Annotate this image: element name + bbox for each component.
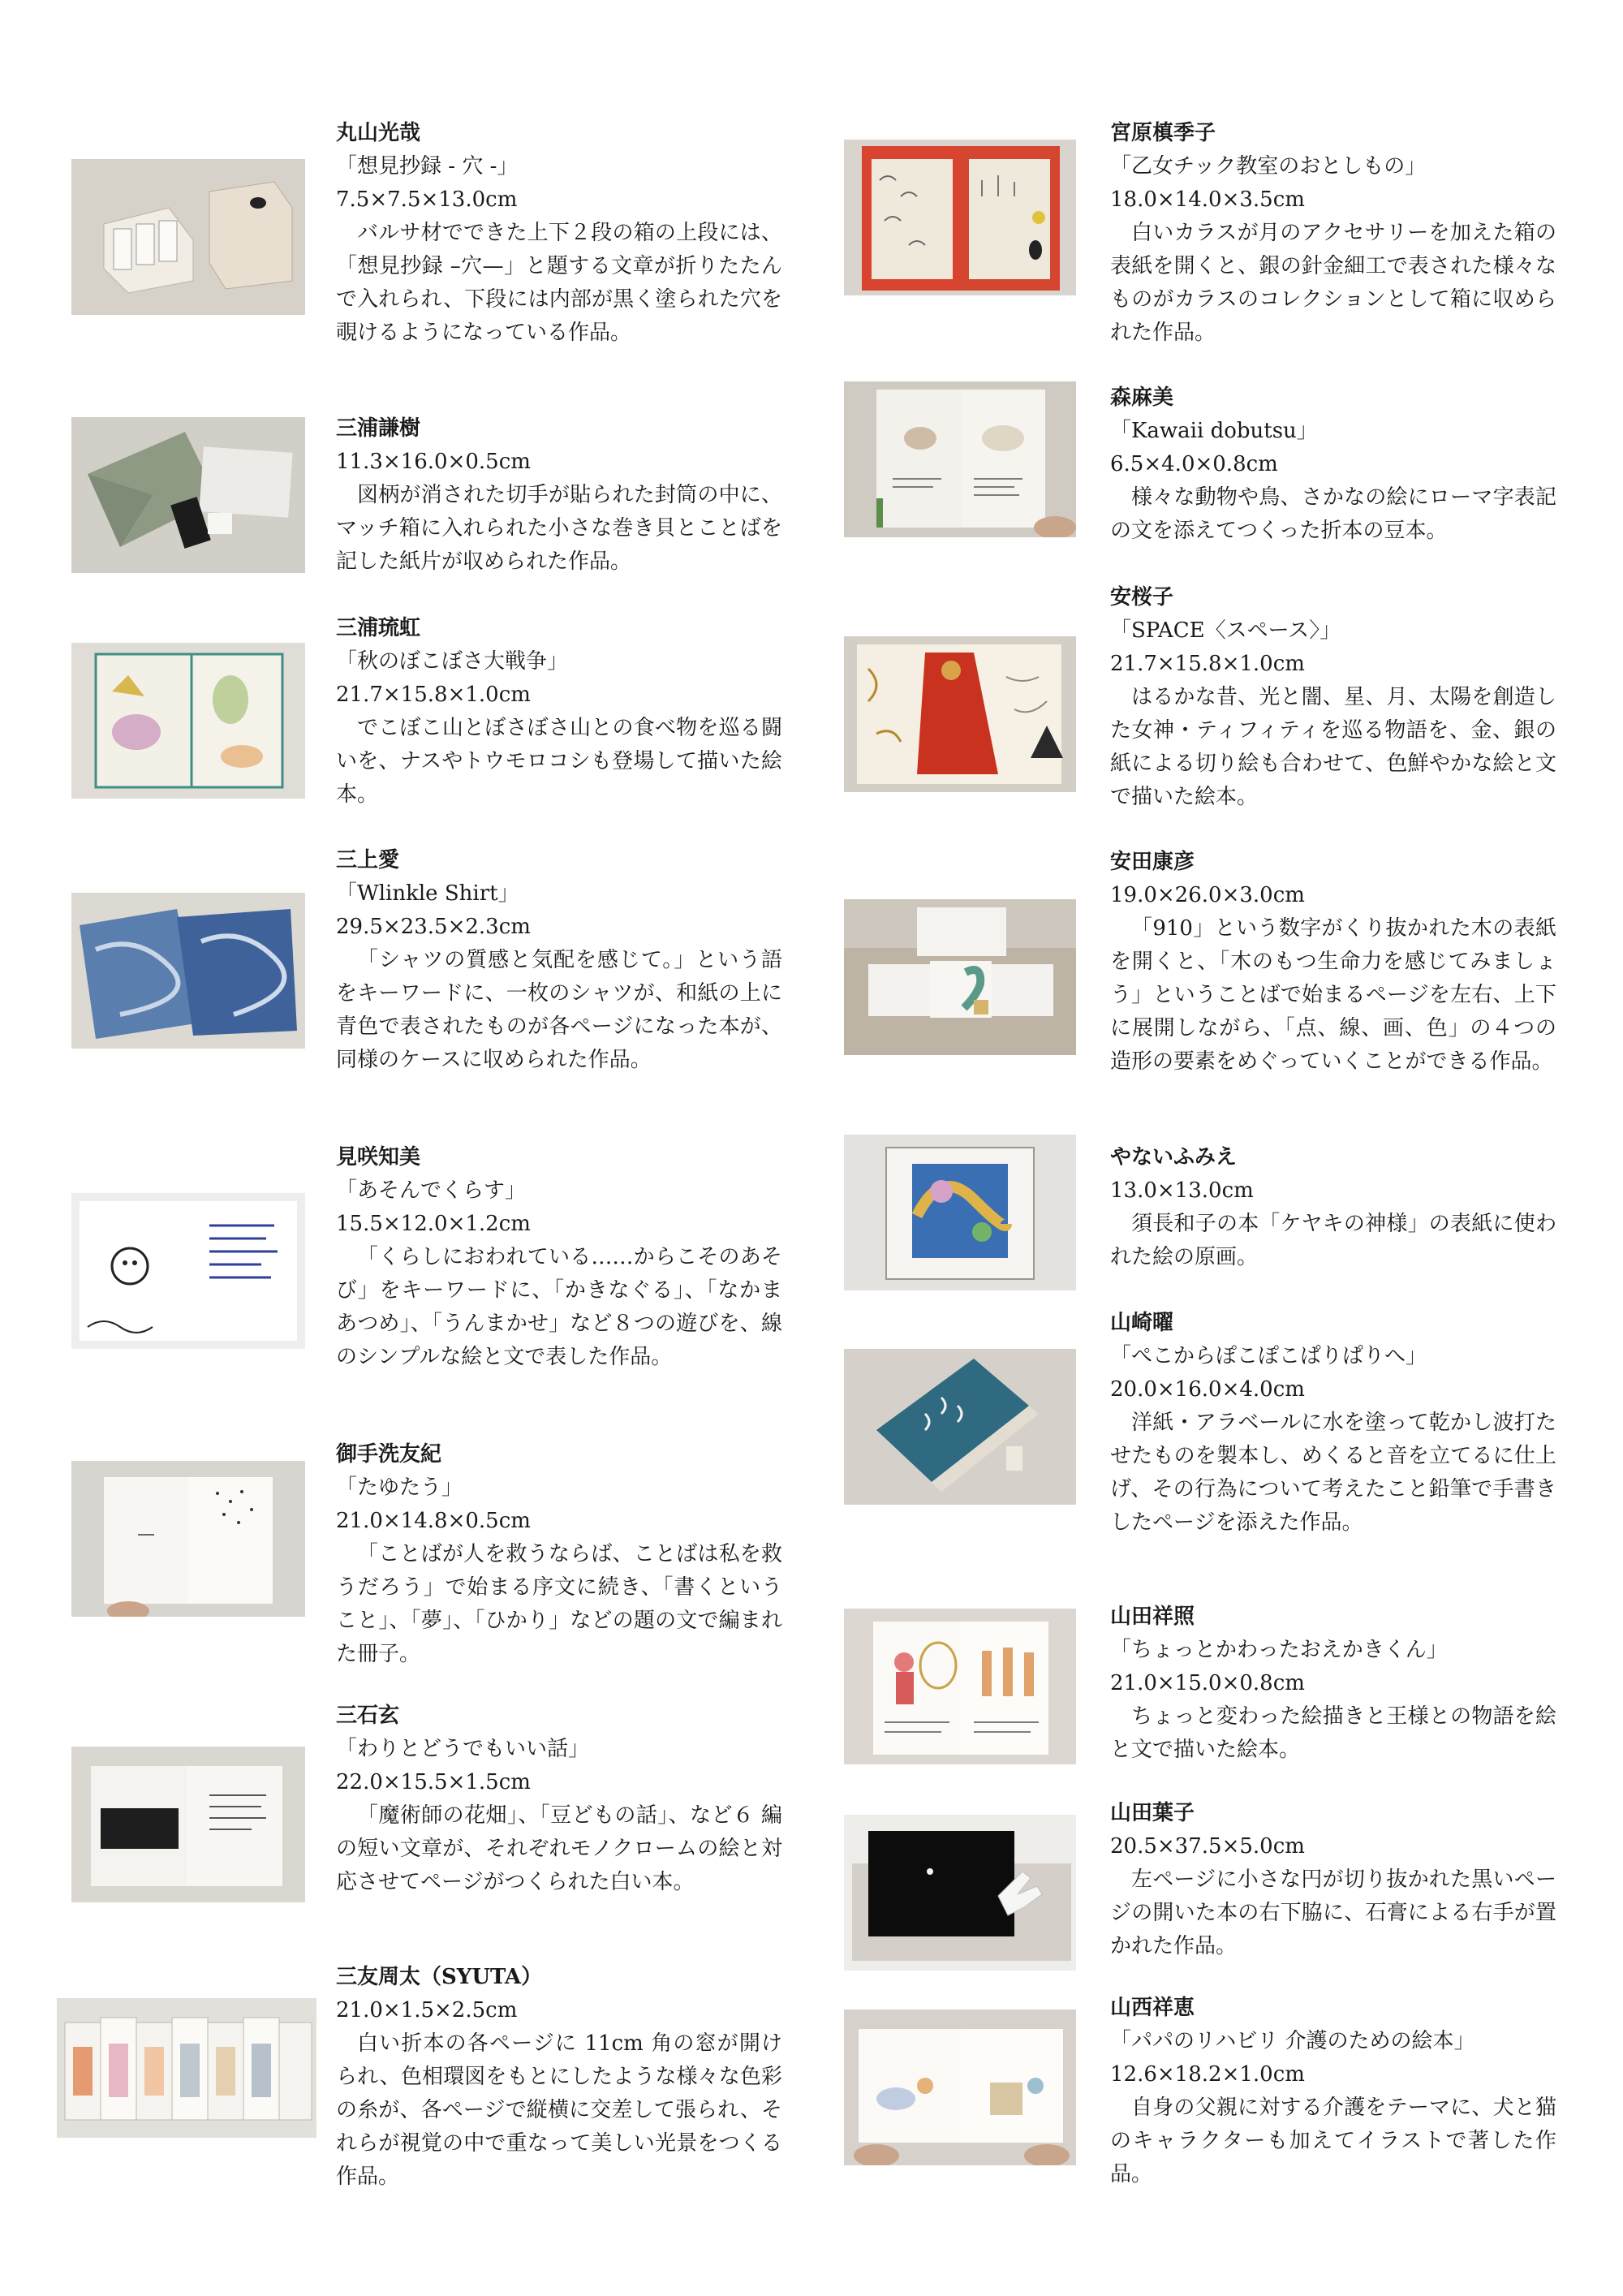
artist-name: 御手洗友紀	[336, 1442, 442, 1467]
artwork-photo	[71, 643, 305, 799]
artist-name: 山崎曜	[1110, 1311, 1174, 1335]
artwork-size: 21.0×1.5×2.5cm	[336, 1998, 518, 2022]
artwork-description: 左ページに小さな円が切り抜かれた黒いページの開いた本の右下脇に、石膏による右手が置かれた作品。	[1110, 1867, 1556, 1958]
artwork-size: 15.5×12.0×1.2cm	[336, 1212, 531, 1236]
artwork-photo	[71, 159, 305, 315]
artwork-size: 22.0×15.5×1.5cm	[336, 1770, 531, 1794]
artist-name: やないふみえ	[1110, 1145, 1238, 1170]
artwork-size: 13.0×13.0cm	[1110, 1178, 1254, 1203]
artwork-description: 「910」という数字がくり抜かれた木の表紙を開くと、「木のもつ生命力を感じてみましょう」ということばで始まるページを左右、上下に展開しながら、「点、線、画、色」の４つの造形の要素をめぐっていくことができる作品。	[1110, 916, 1556, 1074]
artwork-description: 図柄が消された切手が貼られた封筒の中に、マッチ箱に入れられた小さな巻き貝とことばを記した紙片が収められた作品。	[336, 483, 782, 574]
artwork-size: 21.0×14.8×0.5cm	[336, 1509, 531, 1533]
artwork-photo	[71, 417, 305, 573]
artwork-size: 29.5×23.5×2.3cm	[336, 915, 531, 939]
artwork-description: はるかな昔、光と闇、星、月、太陽を創造した女神・ティフィティを巡る物語を、金、銀の紙による切り絵も合わせて、色鮮やかな絵と文で描いた絵本。	[1110, 685, 1556, 809]
artwork-description: 「シャツの質感と気配を感じて。」という語をキーワードに、一枚のシャツが、和紙の上に青色で表されたものが各ページになった本が、同様のケースに収められた作品。	[336, 948, 782, 1072]
artwork-photo	[71, 1747, 305, 1902]
artwork-title: 「パパのリハビリ 介護のための絵本」	[1110, 2029, 1475, 2053]
artwork-size: 20.0×16.0×4.0cm	[1110, 1377, 1305, 1402]
artwork-photo	[844, 1135, 1076, 1290]
artwork-description: 洋紙・アラベールに水を塗って乾かし波打たせたものを製本し、めくると音を立てるに仕上げ、その行為について考えたこと鉛筆で手書きしたページを添えた作品。	[1110, 1411, 1556, 1535]
artwork-size: 21.0×15.0×0.8cm	[1110, 1671, 1305, 1695]
artist-name: 山田葉子	[1110, 1801, 1195, 1825]
artwork-photo	[844, 899, 1076, 1055]
artwork-photo	[844, 1609, 1076, 1764]
artwork-title: 「想見抄録 - 穴 -」	[336, 154, 519, 179]
artwork-photo	[844, 636, 1076, 792]
artwork-size: 6.5×4.0×0.8cm	[1110, 452, 1278, 476]
artist-name: 宮原槙季子	[1110, 121, 1216, 145]
artist-name: 山西祥恵	[1110, 1996, 1195, 2020]
artwork-description: 様々な動物や鳥、さかなの絵にローマ字表記の文を添えてつくった折本の豆本。	[1110, 485, 1556, 543]
artwork-title: 「ぺこからぽこぽこぱりぱりへ」	[1110, 1344, 1427, 1368]
artist-name: 安田康彦	[1110, 850, 1195, 874]
artwork-size: 12.6×18.2×1.0cm	[1110, 2062, 1305, 2087]
artwork-title: 「Wlinkle Shirt」	[336, 881, 519, 906]
artwork-description: 「魔術師の花畑」、「豆どもの話」、など６ 編の短い文章が、それぞれモノクロームの絵と対応させてページがつくられた白い本。	[336, 1803, 782, 1894]
artwork-photo	[844, 140, 1076, 295]
artwork-description: 白い折本の各ページに 11cm 角の窓が開けられ、色相環図をもとにしたような様々な色彩の糸が、各ページで縦横に交差して張られ、それらが視覚の中で重なって美しい光景をつくる作品。	[336, 2031, 782, 2189]
artwork-photo	[71, 1193, 305, 1349]
artwork-description: 「くらしにおわれている……からこそのあそび」をキーワードに、「かきなぐる」、「なかまあつめ」、「うんまかせ」など８つの遊びを、線のシンプルな絵と文で表した作品。	[336, 1245, 782, 1369]
artwork-title: 「ちょっとかわったおえかきくん」	[1110, 1638, 1448, 1662]
artist-name: 三上愛	[336, 848, 400, 872]
artist-name: 三浦謙樹	[336, 416, 421, 441]
artwork-description: 須長和子の本「ケヤキの神様」の表紙に使われた絵の原画。	[1110, 1212, 1556, 1269]
artwork-size: 18.0×14.0×3.5cm	[1110, 187, 1305, 212]
artist-name: 三石玄	[336, 1704, 400, 1728]
artwork-photo	[844, 1349, 1076, 1505]
artwork-photo	[844, 1815, 1076, 1971]
artwork-photo	[57, 1998, 316, 2138]
artwork-title: 「SPACE〈スペース〉」	[1110, 618, 1341, 643]
artwork-title: 「秋のぼこぼさ大戦争」	[336, 649, 569, 674]
artist-name: 三友周太（SYUTA）	[336, 1965, 543, 1989]
artwork-size: 11.3×16.0×0.5cm	[336, 450, 531, 474]
artwork-title: 「Kawaii dobutsu」	[1110, 419, 1318, 443]
artist-name: 三浦琉虹	[336, 616, 421, 640]
artwork-title: 「たゆたう」	[336, 1475, 463, 1500]
artwork-description: でこぼこ山とぼさぼさ山との食べ物を巡る闘いを、ナスやトウモロコシも登場して描いた絵本。	[336, 716, 782, 807]
artwork-title: 「わりとどうでもいい話」	[336, 1737, 590, 1761]
artwork-description: 自身の父親に対する介護をテーマに、犬と猫のキャラクターも加えてイラストで著した作品。	[1110, 2096, 1556, 2186]
artwork-photo	[71, 893, 305, 1049]
artwork-size: 7.5×7.5×13.0cm	[336, 187, 518, 212]
artist-name: 丸山光哉	[336, 121, 421, 145]
artwork-description: バルサ材でできた上下２段の箱の上段には、「想見抄録 –穴—」と題する文章が折りたたんで入れられ、下段には内部が黒く塗られた穴を覗けるようになっている作品。	[336, 221, 782, 345]
artwork-photo	[844, 381, 1076, 537]
artwork-size: 19.0×26.0×3.0cm	[1110, 883, 1305, 907]
artwork-description: 「ことばが人を救うならば、ことばは私を救うだろう」で始まる序文に続き、「書くということ」、「夢」、「ひかり」などの題の文で編まれた冊子。	[336, 1542, 782, 1666]
artist-name: 森麻美	[1110, 386, 1174, 410]
artwork-photo	[71, 1461, 305, 1617]
artwork-description: ちょっと変わった絵描きと王様との物語を絵と文で描いた絵本。	[1110, 1704, 1556, 1762]
artist-name: 安桜子	[1110, 585, 1174, 610]
artwork-size: 20.5×37.5×5.0cm	[1110, 1834, 1305, 1859]
artwork-title: 「乙女チック教室のおとしもの」	[1110, 154, 1427, 179]
artwork-size: 21.7×15.8×1.0cm	[1110, 652, 1305, 676]
artwork-photo	[844, 2010, 1076, 2165]
artist-name: 山田祥照	[1110, 1605, 1195, 1629]
artist-name: 見咲知美	[336, 1145, 421, 1170]
artwork-description: 白いカラスが月のアクセサリーを加えた箱の表紙を開くと、銀の針金細工で表された様々なものがカラスのコレクションとして箱に収められた作品。	[1110, 221, 1556, 345]
artwork-title: 「あそんでくらす」	[336, 1178, 527, 1203]
artwork-size: 21.7×15.8×1.0cm	[336, 683, 531, 707]
